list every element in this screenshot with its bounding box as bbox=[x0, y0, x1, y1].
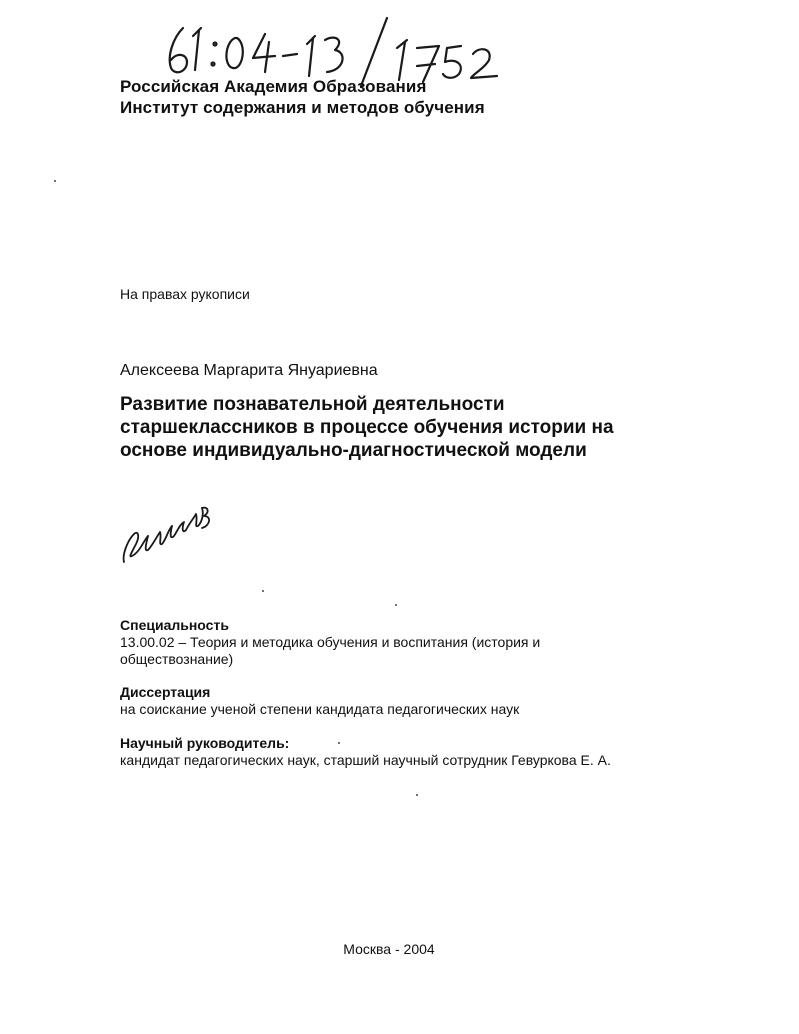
organization-name: Российская Академия Образования bbox=[120, 77, 427, 96]
title-line-2: старшеклассников в процессе обучения истории на bbox=[120, 417, 614, 438]
title-line-3: основе индивидуально-диагностической модели bbox=[120, 440, 587, 461]
dissertation-label: Диссертация bbox=[120, 684, 211, 700]
dissertation-section bbox=[120, 684, 620, 718]
institute-name: Институт содержания и методов обучения bbox=[120, 98, 485, 117]
author-signature bbox=[118, 500, 218, 572]
specialty-label: Специальность bbox=[120, 617, 229, 633]
dissertation-value: на соискание ученой степени кандидата педагогических наук bbox=[120, 701, 520, 717]
city-year: Москва - 2004 bbox=[343, 941, 435, 957]
author-name: Алексеева Маргарита Януариевна bbox=[120, 362, 378, 379]
organization bbox=[120, 76, 485, 118]
specialty-value: 13.00.02 – Теория и методика обучения и воспитания (история и обществознание) bbox=[120, 634, 541, 667]
supervisor-section bbox=[120, 735, 720, 769]
supervisor-label: Научный руководитель: bbox=[120, 735, 290, 751]
rights-note: На правах рукописи bbox=[120, 286, 250, 302]
title-line-1: Развитие познавательной деятельности bbox=[120, 394, 505, 415]
specialty-section bbox=[120, 617, 620, 668]
dissertation-title bbox=[120, 393, 680, 462]
supervisor-value: кандидат педагогических наук, старший научный сотрудник Гевуркова Е. А. bbox=[120, 752, 611, 768]
